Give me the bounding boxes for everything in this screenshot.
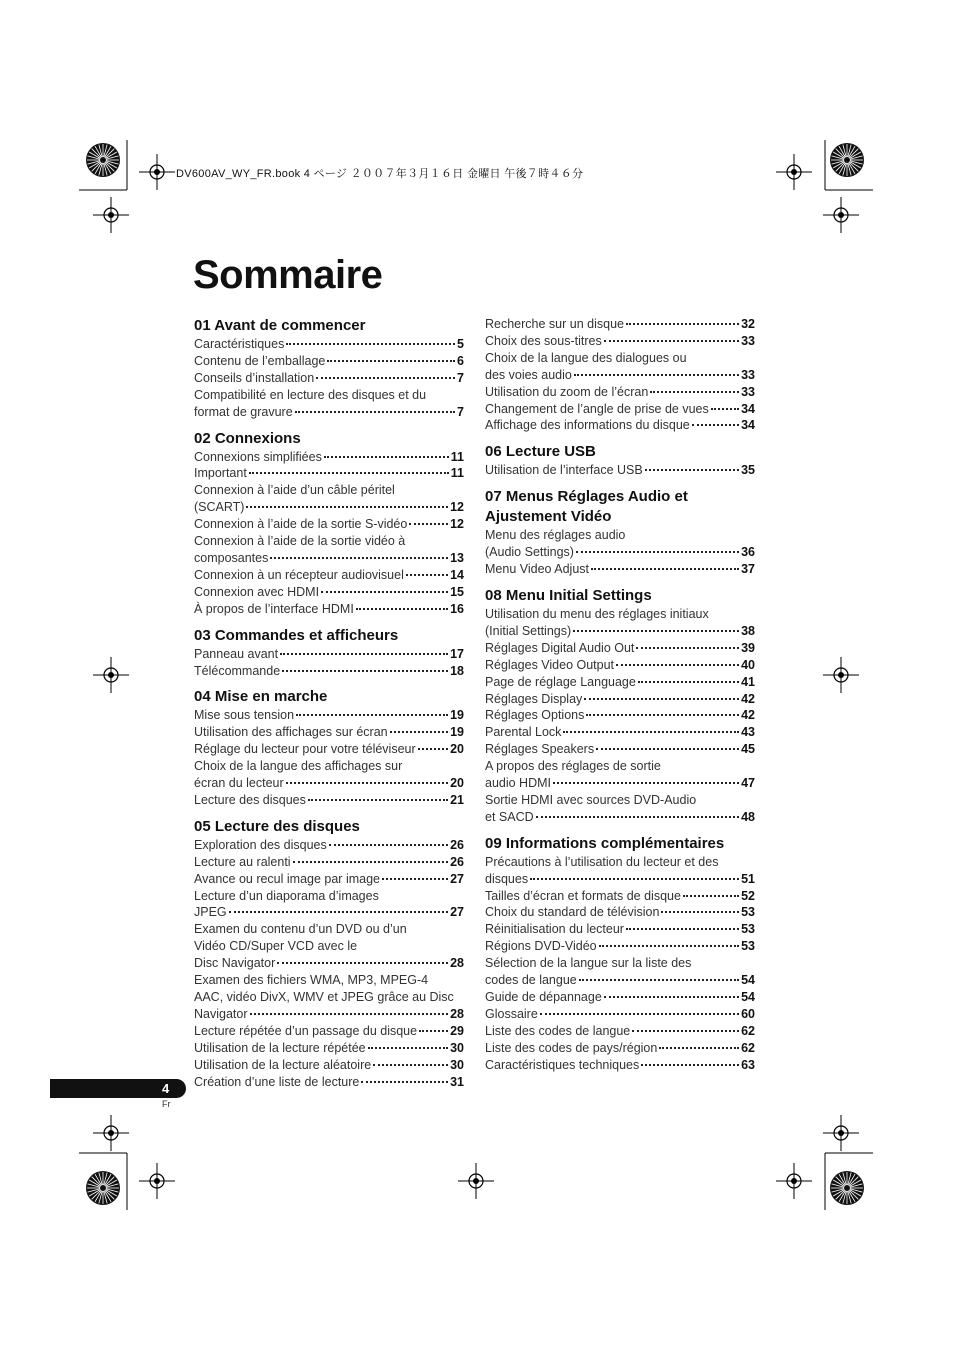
entry-page-number: 42 bbox=[741, 708, 755, 723]
dot-leader bbox=[641, 1064, 739, 1066]
toc-right-column bbox=[485, 316, 755, 1082]
entry-label-line: Caractéristiques techniques bbox=[485, 1057, 640, 1072]
entry-label-line: composantes bbox=[194, 550, 269, 565]
entry-label-line: Menu Video Adjust bbox=[485, 562, 590, 577]
toc-section bbox=[194, 687, 464, 808]
toc-entry[interactable] bbox=[194, 871, 464, 888]
entry-label-line: Lecture des disques bbox=[194, 792, 306, 807]
dot-leader bbox=[645, 469, 739, 471]
dot-leader bbox=[270, 557, 448, 559]
entry-label-line: Réglages Display bbox=[485, 691, 583, 706]
entry-page-number: 29 bbox=[450, 1023, 464, 1038]
registration-dot bbox=[154, 169, 160, 175]
toc-section bbox=[485, 442, 755, 479]
entry-label-line: Liste des codes de langue bbox=[485, 1023, 631, 1038]
registration-dot bbox=[154, 1178, 160, 1184]
entry-label-line: Connexion à un récepteur audiovisuel bbox=[194, 567, 404, 582]
dot-leader bbox=[327, 360, 455, 362]
entry-page-number: 35 bbox=[741, 463, 755, 478]
dot-leader bbox=[373, 1064, 448, 1066]
toc-entry[interactable] bbox=[194, 336, 464, 353]
dot-leader bbox=[579, 979, 739, 981]
entry-page-number: 27 bbox=[450, 905, 464, 920]
entry-label-line: Utilisation de la lecture aléatoire bbox=[194, 1057, 372, 1072]
toc-entry[interactable] bbox=[485, 561, 755, 578]
dot-leader bbox=[356, 608, 448, 610]
dot-leader bbox=[250, 1013, 449, 1015]
entry-page-number: 12 bbox=[450, 500, 464, 515]
dot-leader bbox=[229, 911, 448, 913]
color-wheel-center bbox=[100, 1185, 106, 1191]
section-title: 06 Lecture USB bbox=[485, 443, 596, 461]
entry-label-line: Compatibilité en lecture des disques et du bbox=[194, 387, 427, 402]
section-title: 05 Lecture des disques bbox=[194, 817, 360, 835]
registration-dot bbox=[108, 212, 114, 218]
toc-entry[interactable] bbox=[485, 606, 755, 640]
registration-dot bbox=[838, 1130, 844, 1136]
toc-entry[interactable] bbox=[194, 584, 464, 601]
dot-leader bbox=[604, 996, 739, 998]
toc-entry[interactable] bbox=[485, 674, 755, 691]
entry-page-number: 26 bbox=[450, 837, 464, 852]
entry-label-line: Important bbox=[194, 466, 247, 481]
entry-page-number: 60 bbox=[741, 1006, 755, 1021]
entry-page-number: 51 bbox=[741, 871, 755, 886]
entry-page-number: 21 bbox=[450, 792, 464, 807]
toc-entry[interactable] bbox=[194, 449, 464, 466]
entry-page-number: 19 bbox=[450, 725, 464, 740]
entry-page-number: 48 bbox=[741, 809, 755, 824]
toc-entry[interactable] bbox=[194, 567, 464, 584]
registration-dot bbox=[108, 1130, 114, 1136]
entry-label-line: Utilisation du zoom de l’écran bbox=[485, 384, 649, 399]
dot-leader bbox=[368, 1047, 448, 1049]
entry-label-line: Connexion à l’aide de la sortie S-vidéo bbox=[194, 517, 408, 532]
entry-label-line: A propos des réglages de sortie bbox=[485, 759, 661, 774]
entry-label-line: Réglage du lecteur pour votre téléviseur bbox=[194, 742, 416, 757]
toc-entry[interactable] bbox=[485, 854, 755, 888]
toc-section bbox=[194, 316, 464, 421]
entry-label-line: Utilisation de la lecture répétée bbox=[194, 1040, 366, 1055]
entry-label-line: Affichage des informations du disque bbox=[485, 418, 690, 433]
toc-entry[interactable] bbox=[194, 837, 464, 854]
color-wheel-center bbox=[844, 1185, 850, 1191]
entry-page-number: 54 bbox=[741, 973, 755, 988]
dot-leader bbox=[661, 911, 739, 913]
entry-page-number: 34 bbox=[741, 418, 755, 433]
toc-entry[interactable] bbox=[485, 904, 755, 921]
entry-page-number: 54 bbox=[741, 990, 755, 1004]
toc-entry[interactable] bbox=[194, 516, 464, 533]
entry-label-line: Choix des sous-titres bbox=[485, 333, 602, 348]
dot-leader bbox=[390, 731, 448, 733]
entry-label-line: Conseils d’installation bbox=[194, 370, 315, 385]
entry-label-line: audio HDMI bbox=[485, 776, 551, 791]
dot-leader bbox=[650, 391, 739, 393]
toc-entry[interactable] bbox=[485, 401, 755, 418]
dot-leader bbox=[553, 782, 739, 784]
entry-label-line: Parental Lock bbox=[485, 725, 562, 740]
color-wheel-center bbox=[844, 157, 850, 163]
entry-page-number: 5 bbox=[457, 337, 464, 351]
dot-leader bbox=[591, 568, 739, 570]
toc-entry[interactable] bbox=[485, 384, 755, 401]
entry-page-number: 27 bbox=[450, 871, 464, 886]
entry-page-number: 26 bbox=[450, 854, 464, 869]
entry-page-number: 41 bbox=[741, 674, 755, 689]
entry-label-line: écran du lecteur bbox=[194, 776, 284, 791]
entry-label-line: Choix de la langue des affichages sur bbox=[194, 759, 403, 774]
entry-page-number: 20 bbox=[450, 776, 464, 791]
toc-section bbox=[194, 817, 464, 1091]
entry-label-line: Menu des réglages audio bbox=[485, 528, 626, 543]
dot-leader bbox=[626, 928, 739, 930]
entry-label-line: codes de langue bbox=[485, 973, 577, 988]
entry-page-number: 12 bbox=[450, 517, 464, 532]
dot-leader bbox=[295, 411, 455, 413]
entry-label-line: Vidéo CD/Super VCD avec le bbox=[194, 939, 358, 954]
dot-leader bbox=[616, 664, 739, 666]
entry-label-line: Connexions simplifiées bbox=[194, 449, 322, 464]
dot-leader bbox=[576, 551, 739, 553]
toc-entry[interactable] bbox=[194, 646, 464, 663]
entry-page-number: 37 bbox=[741, 562, 755, 577]
entry-label-line: Utilisation de l’interface USB bbox=[485, 463, 643, 478]
registration-dot bbox=[473, 1178, 479, 1184]
dot-leader bbox=[246, 506, 448, 508]
dot-leader bbox=[406, 574, 448, 576]
entry-page-number: 28 bbox=[450, 1006, 464, 1021]
dot-leader bbox=[683, 895, 739, 897]
dot-leader bbox=[277, 962, 448, 964]
section-title: 03 Commandes et afficheurs bbox=[194, 626, 399, 644]
toc-entry[interactable] bbox=[485, 792, 755, 826]
dot-leader bbox=[324, 456, 449, 458]
toc-entry[interactable] bbox=[485, 1057, 755, 1074]
toc-entry[interactable] bbox=[485, 758, 755, 792]
entry-label-line: Glossaire bbox=[485, 1006, 538, 1021]
entry-page-number: 62 bbox=[741, 1023, 755, 1038]
entry-label-line: Sortie HDMI avec sources DVD-Audio bbox=[485, 792, 697, 807]
section-title: 08 Menu Initial Settings bbox=[485, 586, 652, 604]
entry-page-number: 7 bbox=[457, 404, 464, 419]
entry-label-line: Réglages Digital Audio Out bbox=[485, 640, 635, 655]
toc-entry[interactable] bbox=[485, 707, 755, 724]
entry-label-line: Recherche sur un disque bbox=[485, 317, 624, 331]
entry-label-line: Télécommande bbox=[194, 663, 281, 678]
section-title: 02 Connexions bbox=[194, 429, 301, 447]
toc-entry[interactable] bbox=[485, 724, 755, 741]
entry-label-line: Connexion avec HDMI bbox=[194, 584, 320, 599]
entry-page-number: 53 bbox=[741, 905, 755, 920]
dot-leader bbox=[286, 782, 448, 784]
entry-label-line: Avance ou recul image par image bbox=[194, 871, 380, 886]
toc-entry[interactable] bbox=[485, 955, 755, 989]
entry-page-number: 17 bbox=[450, 646, 464, 661]
toc-entry[interactable] bbox=[194, 370, 464, 387]
page-title: Sommaire bbox=[193, 253, 383, 297]
entry-label-line: Régions DVD-Vidéo bbox=[485, 939, 597, 954]
entry-page-number: 11 bbox=[450, 466, 464, 481]
toc-entry[interactable] bbox=[194, 792, 464, 809]
entry-page-number: 34 bbox=[741, 401, 755, 416]
toc-entry[interactable] bbox=[485, 921, 755, 938]
entry-page-number: 52 bbox=[741, 888, 755, 903]
entry-label-line: Guide de dépannage bbox=[485, 990, 602, 1004]
dot-leader bbox=[296, 714, 448, 716]
toc-entry[interactable] bbox=[194, 1040, 464, 1057]
toc-entry[interactable] bbox=[485, 691, 755, 708]
entry-page-number: 39 bbox=[741, 640, 755, 655]
toc-entry[interactable] bbox=[194, 741, 464, 758]
entry-label-line: Exploration des disques bbox=[194, 837, 327, 852]
entry-page-number: 18 bbox=[450, 663, 464, 678]
dot-leader bbox=[293, 861, 449, 863]
toc-entry[interactable] bbox=[485, 657, 755, 674]
entry-label-line: Tailles d’écran et formats de disque bbox=[485, 888, 681, 903]
toc-entry[interactable] bbox=[485, 640, 755, 657]
dot-leader bbox=[604, 340, 739, 342]
section-title: 09 Informations complémentaires bbox=[485, 834, 725, 852]
entry-label-line: Changement de l’angle de prise de vues bbox=[485, 401, 709, 416]
entry-label-line: JPEG bbox=[194, 905, 227, 920]
entry-label-line: Contenu de l’emballage bbox=[194, 353, 326, 368]
toc-entry[interactable] bbox=[194, 387, 464, 421]
section-title: 07 Menus Réglages Audio et Ajustement Vidéo bbox=[485, 488, 688, 526]
toc-left-column bbox=[194, 316, 464, 1098]
registration-dot bbox=[791, 1178, 797, 1184]
entry-label-line: (Audio Settings) bbox=[485, 545, 574, 560]
entry-page-number: 13 bbox=[450, 550, 464, 565]
toc-entry[interactable] bbox=[194, 724, 464, 741]
color-wheel-center bbox=[100, 157, 106, 163]
toc-entry[interactable] bbox=[194, 854, 464, 871]
toc-entry[interactable] bbox=[485, 938, 755, 955]
entry-label-line: Précautions à l’utilisation du lecteur et des bbox=[485, 854, 719, 869]
entry-label-line: Connexion à l’aide d’un câble péritel bbox=[194, 483, 395, 498]
dot-leader bbox=[540, 1013, 739, 1015]
entry-label-line: des voies audio bbox=[485, 367, 572, 382]
entry-page-number: 38 bbox=[741, 623, 755, 638]
entry-label-line: Liste des codes de pays/région bbox=[485, 1040, 658, 1055]
dot-leader bbox=[409, 523, 448, 525]
entry-label-line: Navigator bbox=[194, 1006, 248, 1021]
entry-label-line: format de gravure bbox=[194, 404, 293, 419]
toc-section bbox=[485, 586, 755, 826]
dot-leader bbox=[632, 1030, 739, 1032]
entry-label-line: Examen des fichiers WMA, MP3, MPEG-4 bbox=[194, 973, 429, 988]
toc-entry[interactable] bbox=[485, 316, 755, 333]
section-title: 04 Mise en marche bbox=[194, 688, 328, 706]
entry-page-number: 14 bbox=[450, 567, 464, 582]
toc-section bbox=[194, 429, 464, 618]
entry-label-line: Disc Navigator bbox=[194, 956, 276, 971]
entry-label-line: AAC, vidéo DivX, WMV et JPEG grâce au Disc bbox=[194, 990, 454, 1004]
entry-page-number: 45 bbox=[741, 742, 755, 757]
dot-leader bbox=[308, 799, 448, 801]
entry-page-number: 63 bbox=[741, 1057, 755, 1072]
dot-leader bbox=[626, 323, 739, 325]
entry-label-line: Utilisation des affichages sur écran bbox=[194, 725, 388, 740]
entry-label-line: Réglages Speakers bbox=[485, 742, 595, 757]
toc-entry[interactable] bbox=[194, 1023, 464, 1040]
toc-entry[interactable] bbox=[485, 1023, 755, 1040]
entry-page-number: 15 bbox=[450, 584, 464, 599]
dot-leader bbox=[280, 653, 448, 655]
dot-leader bbox=[659, 1047, 739, 1049]
entry-page-number: 33 bbox=[741, 384, 755, 399]
dot-leader bbox=[599, 945, 739, 947]
dot-leader bbox=[530, 878, 739, 880]
dot-leader bbox=[638, 681, 739, 683]
entry-label-line: Sélection de la langue sur la liste des bbox=[485, 956, 692, 971]
entry-page-number: 32 bbox=[741, 317, 755, 331]
entry-page-number: 43 bbox=[741, 725, 755, 740]
entry-page-number: 62 bbox=[741, 1040, 755, 1055]
entry-label-line: Lecture d’un diaporama d’images bbox=[194, 888, 379, 903]
entry-label-line: Lecture répétée d’un passage du disque bbox=[194, 1023, 418, 1038]
entry-page-number: 30 bbox=[450, 1057, 464, 1072]
dot-leader bbox=[692, 424, 739, 426]
entry-page-number: 28 bbox=[450, 956, 464, 971]
entry-page-number: 53 bbox=[741, 922, 755, 937]
entry-label-line: Choix du standard de télévision bbox=[485, 905, 660, 920]
registration-dot bbox=[108, 672, 114, 678]
registration-dot bbox=[791, 169, 797, 175]
toc-entry[interactable] bbox=[485, 888, 755, 905]
toc-entry[interactable] bbox=[194, 663, 464, 680]
dot-leader bbox=[419, 1030, 448, 1032]
toc-entry[interactable] bbox=[194, 353, 464, 370]
dot-leader bbox=[574, 374, 739, 376]
entry-label-line: Réglages Options bbox=[485, 708, 585, 723]
entry-page-number: 19 bbox=[450, 708, 464, 723]
dot-leader bbox=[711, 408, 739, 410]
dot-leader bbox=[286, 343, 455, 345]
dot-leader bbox=[418, 748, 448, 750]
entry-page-number: 11 bbox=[450, 449, 464, 464]
toc-entry[interactable] bbox=[194, 972, 464, 1023]
toc-entry[interactable] bbox=[485, 1006, 755, 1023]
entry-page-number: 47 bbox=[741, 776, 755, 791]
toc-section bbox=[485, 834, 755, 1074]
dot-leader bbox=[361, 1081, 448, 1083]
toc-entry[interactable] bbox=[194, 482, 464, 516]
toc-entry[interactable] bbox=[194, 707, 464, 724]
entry-label-line: À propos de l’interface HDMI bbox=[194, 601, 354, 616]
entry-label-line: (Initial Settings) bbox=[485, 623, 572, 638]
toc-entry[interactable] bbox=[194, 533, 464, 567]
entry-page-number: 42 bbox=[741, 691, 755, 706]
toc-entry[interactable] bbox=[485, 1040, 755, 1057]
toc-entry[interactable] bbox=[194, 921, 464, 972]
entry-page-number: 6 bbox=[457, 353, 464, 368]
entry-label-line: Lecture au ralenti bbox=[194, 854, 291, 869]
entry-label-line: Utilisation du menu des réglages initiaux bbox=[485, 606, 709, 621]
entry-page-number: 33 bbox=[741, 367, 755, 382]
registration-dot bbox=[838, 212, 844, 218]
entry-label-line: Panneau avant bbox=[194, 646, 279, 661]
entry-label-line: Réglages Video Output bbox=[485, 657, 615, 672]
entry-label-line: Examen du contenu d’un DVD ou d’un bbox=[194, 922, 407, 937]
toc-entry[interactable] bbox=[194, 758, 464, 792]
entry-label-line: Caractéristiques bbox=[194, 337, 285, 351]
entry-page-number: 40 bbox=[741, 657, 755, 672]
entry-label-line: Réinitialisation du lecteur bbox=[485, 922, 624, 937]
toc-section bbox=[485, 487, 755, 578]
entry-label-line: Création d’une liste de lecture bbox=[194, 1074, 360, 1089]
dot-leader bbox=[563, 731, 739, 733]
entry-label-line: Mise sous tension bbox=[194, 708, 295, 723]
dot-leader bbox=[596, 748, 739, 750]
toc-entry[interactable] bbox=[485, 417, 755, 434]
dot-leader bbox=[382, 878, 448, 880]
toc-entry[interactable] bbox=[194, 1057, 464, 1074]
dot-leader bbox=[282, 670, 448, 672]
toc-section bbox=[485, 316, 755, 434]
dot-leader bbox=[586, 714, 739, 716]
print-info-header: DV600AV_WY_FR.book 4 ページ ２００７年３月１６日 金曜日 午後７時４６分 bbox=[176, 168, 584, 180]
entry-page-number: 33 bbox=[741, 333, 755, 348]
section-title: 01 Avant de commencer bbox=[194, 317, 366, 334]
entry-page-number: 7 bbox=[457, 370, 464, 385]
page-number: 4 bbox=[162, 1081, 170, 1096]
toc-entry[interactable] bbox=[485, 462, 755, 479]
page-language: Fr bbox=[162, 1099, 171, 1109]
dot-leader bbox=[321, 591, 448, 593]
dot-leader bbox=[536, 816, 739, 818]
entry-label-line: disques bbox=[485, 871, 529, 886]
toc-section bbox=[194, 626, 464, 680]
toc-entry[interactable] bbox=[194, 1074, 464, 1091]
registration-dot bbox=[838, 672, 844, 678]
entry-label-line: Page de réglage Language bbox=[485, 674, 636, 689]
entry-label-line: et SACD bbox=[485, 809, 534, 824]
dot-leader bbox=[249, 472, 449, 474]
toc-entry[interactable] bbox=[194, 601, 464, 618]
entry-page-number: 31 bbox=[450, 1074, 464, 1089]
entry-page-number: 20 bbox=[450, 742, 464, 757]
entry-page-number: 53 bbox=[741, 939, 755, 954]
toc-entry[interactable] bbox=[485, 741, 755, 758]
dot-leader bbox=[316, 377, 455, 379]
entry-page-number: 36 bbox=[741, 545, 755, 560]
entry-page-number: 16 bbox=[450, 601, 464, 616]
dot-leader bbox=[573, 630, 739, 632]
entry-label-line: Choix de la langue des dialogues ou bbox=[485, 350, 687, 365]
toc-entry[interactable] bbox=[485, 333, 755, 350]
dot-leader bbox=[329, 844, 448, 846]
dot-leader bbox=[636, 647, 739, 649]
entry-page-number: 30 bbox=[450, 1040, 464, 1055]
toc-entry[interactable] bbox=[485, 350, 755, 384]
toc-entry[interactable] bbox=[194, 465, 464, 482]
entry-label-line: Connexion à l’aide de la sortie vidéo à bbox=[194, 534, 406, 549]
toc-entry[interactable] bbox=[485, 527, 755, 561]
toc-entry[interactable] bbox=[485, 989, 755, 1006]
toc-entry[interactable] bbox=[194, 888, 464, 922]
entry-label-line: (SCART) bbox=[194, 500, 245, 515]
dot-leader bbox=[584, 698, 739, 700]
